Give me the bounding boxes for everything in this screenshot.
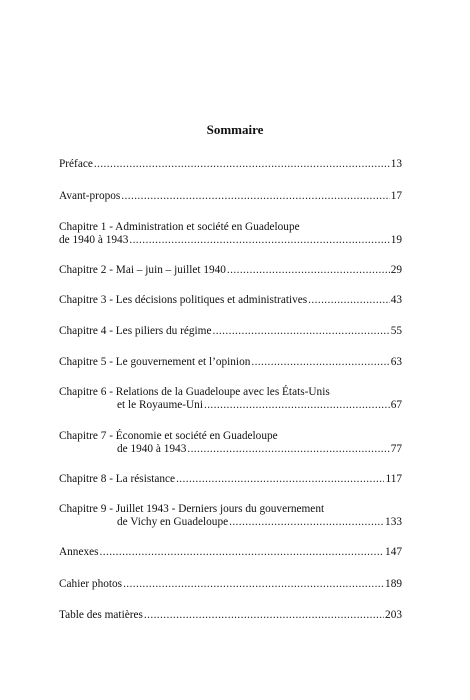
- page-number: 63: [390, 356, 402, 368]
- toc-entry-chapitre-3: [59, 294, 402, 307]
- dot-leader: [144, 609, 384, 622]
- toc-entry-chapitre-5: [59, 356, 402, 369]
- page-number: 203: [385, 609, 402, 621]
- toc-entry-chapitre-1: [59, 221, 402, 247]
- dot-leader: [229, 516, 384, 529]
- toc-entry-chapitre-8: [59, 473, 402, 486]
- entry-label: Cahier photos: [59, 578, 123, 590]
- page-number: 55: [390, 325, 402, 337]
- toc-entry-chapitre-7: [59, 430, 402, 456]
- dot-leader: [204, 399, 390, 412]
- entry-label: Avant-propos: [59, 190, 121, 202]
- page-number: 77: [390, 443, 402, 455]
- dot-leader: [308, 294, 390, 307]
- entry-label: Chapitre 8 - La résistance: [59, 473, 176, 485]
- page-number: 133: [385, 516, 402, 528]
- page-number: 19: [390, 234, 402, 246]
- page-number: 17: [390, 190, 402, 202]
- entry-label: Chapitre 5 - Le gouvernement et l’opinion: [59, 356, 251, 368]
- dot-leader: [121, 190, 389, 203]
- page-number: 117: [385, 473, 402, 485]
- dot-leader: [100, 546, 385, 559]
- dot-leader: [123, 578, 384, 591]
- entry-label: Annexes: [59, 546, 99, 558]
- entry-label: Table des matières: [59, 609, 143, 621]
- entry-label: Chapitre 3 - Les décisions politiques et administratives: [59, 294, 308, 306]
- entry-label: Chapitre 1 - Administration et société en Guadeloupe: [59, 221, 300, 233]
- entry-label-continued: et le Royaume-Uni: [117, 399, 203, 411]
- entry-label: Chapitre 4 - Les piliers du régime: [59, 325, 212, 337]
- toc-entry-cahier-photos: [59, 578, 402, 591]
- toc-entry-chapitre-6: [59, 386, 402, 412]
- entry-label: Chapitre 2 - Mai – juin – juillet 1940: [59, 264, 226, 276]
- page-number: 43: [390, 294, 402, 306]
- page-number: 189: [385, 578, 402, 590]
- entry-label-continued: de Vichy en Guadeloupe: [117, 516, 229, 528]
- page-number: 67: [390, 399, 402, 411]
- dot-leader: [251, 356, 389, 369]
- entry-label-continued: de 1940 à 1943: [59, 234, 129, 246]
- page-number: 29: [390, 264, 402, 276]
- page-number: 147: [385, 546, 402, 558]
- entry-label: Chapitre 9 - Juillet 1943 - Derniers jours du gouvernement: [59, 503, 325, 515]
- toc-title: Sommaire: [206, 122, 264, 137]
- toc-entry-chapitre-9: [59, 503, 402, 529]
- toc-entry-annexes: [59, 546, 402, 559]
- dot-leader: [212, 325, 389, 338]
- dot-leader: [129, 234, 389, 247]
- page-number: 13: [390, 158, 402, 170]
- toc-entry-avant-propos: [59, 190, 402, 203]
- toc-entry-chapitre-4: [59, 325, 402, 338]
- dot-leader: [94, 158, 390, 171]
- entry-label: Chapitre 6 - Relations de la Guadeloupe avec les États-Unis: [59, 386, 330, 398]
- toc-entry-table-des-matieres: [59, 609, 402, 622]
- dot-leader: [227, 264, 390, 277]
- entry-label: Préface: [59, 158, 93, 170]
- toc-entry-chapitre-2: [59, 264, 402, 277]
- dot-leader: [187, 443, 389, 456]
- toc-entry-preface: [59, 158, 402, 171]
- entry-label: Chapitre 7 - Économie et société en Guadeloupe: [59, 430, 278, 442]
- entry-label-continued: de 1940 à 1943: [117, 443, 187, 455]
- dot-leader: [176, 473, 384, 486]
